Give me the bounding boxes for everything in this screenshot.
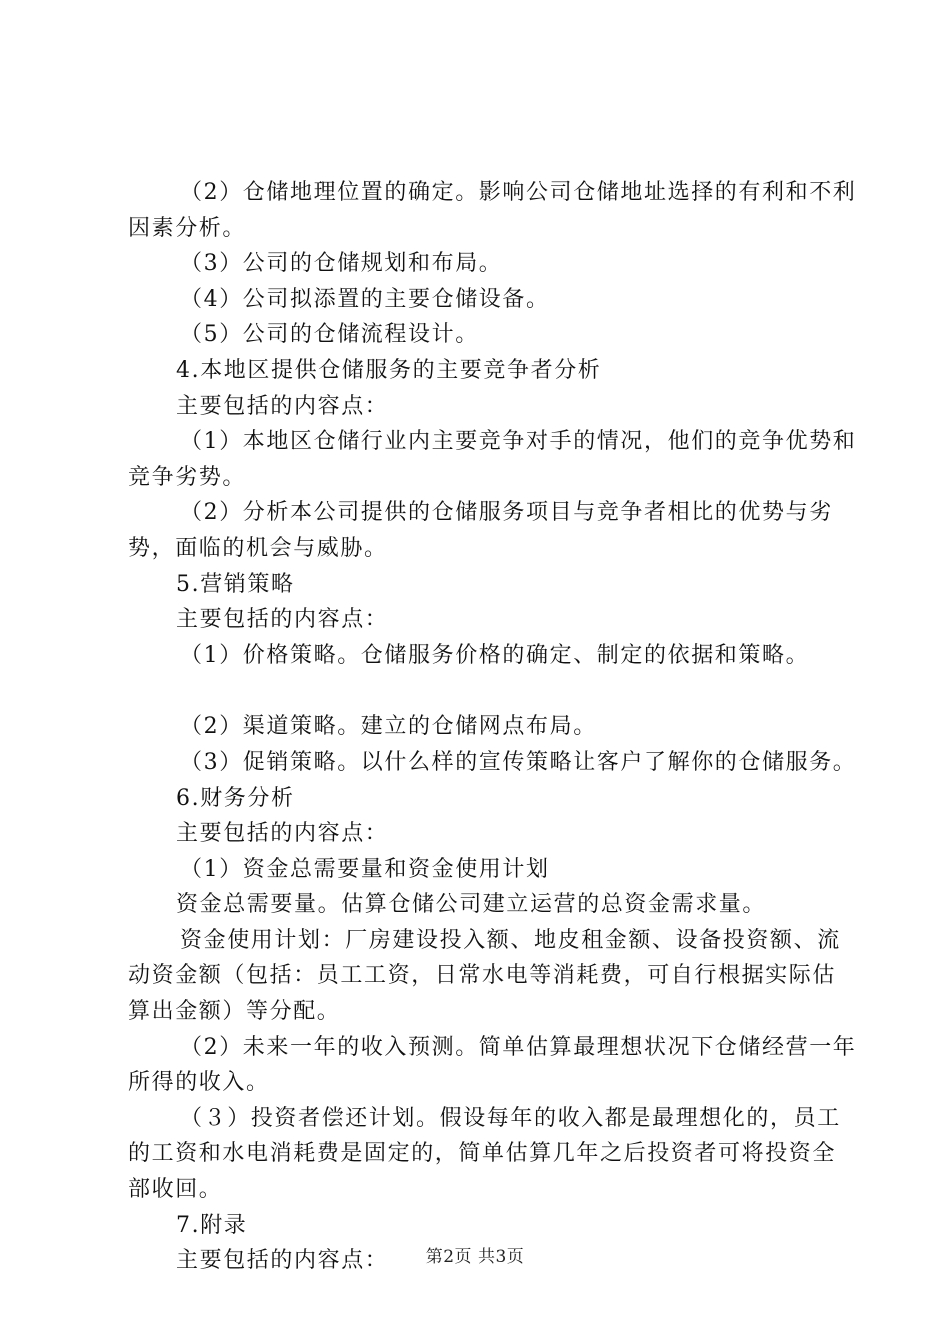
paragraph: （5）公司的仓储流程设计。: [180, 322, 479, 348]
paragraph: 资金使用计划：厂房建设投入额、地皮租金额、设备投资额、流动资金额（包括：员工工资，日常水电等消耗费，可自行根据实际估算出金额）等分配。: [128, 927, 841, 1025]
section-heading: 4.本地区提供仓储服务的主要竞争者分析: [176, 357, 602, 383]
paragraph: 资金总需要量。估算仓储公司建立运营的总资金需求量。: [176, 892, 767, 918]
paragraph: （3）公司的仓储规划和布局。: [180, 251, 503, 277]
section-heading: 7.附录: [176, 1212, 248, 1238]
paragraph: （3）促销策略。以什么样的宣传策略让客户了解你的仓储服务。: [180, 749, 857, 775]
paragraph: （4）公司拟添置的主要仓储设备。: [180, 286, 550, 312]
paragraph: （1）资金总需要量和资金使用计划: [180, 856, 550, 882]
paragraph: （1）价格策略。仓储服务价格的确定、制定的依据和策略。: [180, 642, 810, 668]
section-heading: 5.营销策略: [176, 571, 295, 597]
paragraph: （2）分析本公司提供的仓储服务项目与竞争者相比的优势与劣势，面临的机会与威胁。: [128, 500, 833, 561]
paragraph: （３）投资者偿还计划。假设每年的收入都是最理想化的，员工的工资和水电消耗费是固定的，简单估算几年之后投资者可将投资全部收回。: [128, 1105, 841, 1203]
page-footer: 第2页 共3页: [425, 1247, 525, 1267]
paragraph: （2）仓储地理位置的确定。影响公司仓储地址选择的有利和不利因素分析。: [128, 180, 857, 241]
document-body: [128, 175, 858, 1279]
blank-line: [128, 673, 858, 709]
paragraph: （2）渠道策略。建立的仓储网点布局。: [180, 714, 597, 740]
paragraph: （2）未来一年的收入预测。简单估算最理想状况下仓储经营一年所得的收入。: [128, 1034, 857, 1096]
paragraph: 主要包括的内容点：: [176, 1248, 389, 1274]
paragraph: 主要包括的内容点：: [176, 607, 389, 633]
paragraph: 主要包括的内容点：: [176, 821, 389, 847]
section-heading: 6.财务分析: [176, 785, 295, 811]
paragraph: 主要包括的内容点：: [176, 393, 389, 419]
paragraph: （1）本地区仓储行业内主要竞争对手的情况，他们的竞争优势和竞争劣势。: [128, 429, 857, 490]
